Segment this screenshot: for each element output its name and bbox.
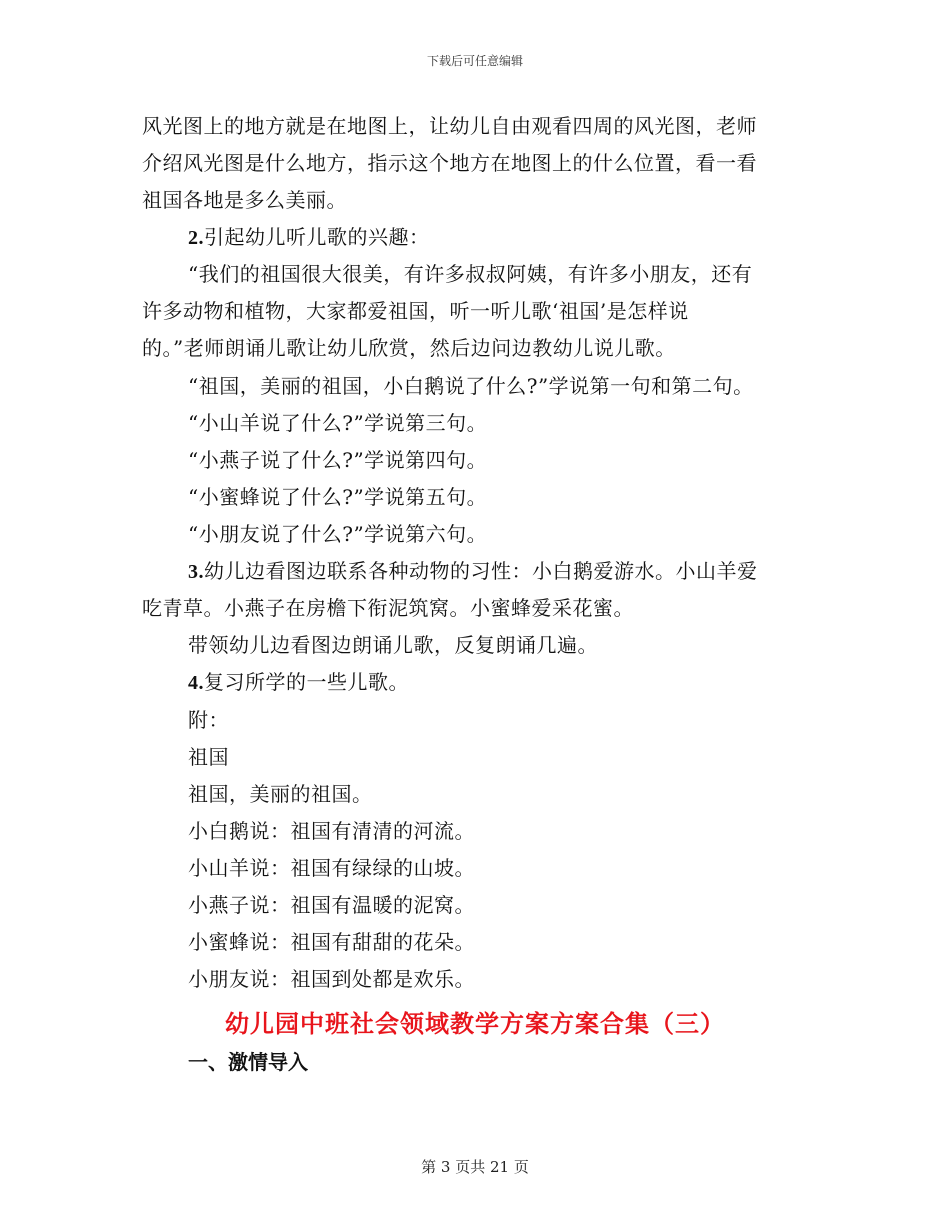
section-title: 幼儿园中班社会领域教学方案方案合集（三） xyxy=(225,1009,725,1038)
page-footer: 第 3 页共 21 页 xyxy=(421,1158,529,1176)
body-line-6: 许多动物和植物，大家都爱祖国，听一听儿歌‘祖国’是怎样说 xyxy=(142,299,689,323)
body-line-13: 3.幼儿边看图边联系各种动物的习性：小白鹅爱游水。小山羊爱 xyxy=(188,559,758,583)
body-line-7: 的。”老师朗诵儿歌让幼儿欣赏，然后边问边教幼儿说儿歌。 xyxy=(142,336,676,360)
body-line-12: “小朋友说了什么?”学说第六句。 xyxy=(188,522,488,546)
body-line-11: “小蜜蜂说了什么?”学说第五句。 xyxy=(188,485,488,509)
poem-title: 祖国 xyxy=(188,745,229,769)
poem-line-1: 祖国，美丽的祖国。 xyxy=(188,782,373,806)
page-header: 下载后可任意编辑 xyxy=(426,54,523,68)
poem-line-5: 小蜜蜂说：祖国有甜甜的花朵。 xyxy=(188,930,475,954)
body-line-5: “我们的祖国很大很美，有许多叔叔阿姨，有许多小朋友，还有 xyxy=(188,262,753,286)
body-line-15: 带领幼儿边看图边朗诵儿歌，反复朗诵几遍。 xyxy=(188,633,598,657)
body-line-4: 2.引起幼儿听儿歌的兴趣： xyxy=(188,225,430,249)
body-line-16: 4.复习所学的一些儿歌。 xyxy=(188,670,409,694)
poem-line-6: 小朋友说：祖国到处都是欢乐。 xyxy=(188,967,475,991)
body-line-3: 祖国各地是多么美丽。 xyxy=(142,188,347,212)
body-line-9: “小山羊说了什么?”学说第三句。 xyxy=(188,411,488,435)
body-line-2: 介绍风光图是什么地方，指示这个地方在地图上的什么位置，看一看 xyxy=(142,151,757,175)
body-line-17: 附： xyxy=(188,708,229,732)
section-subtitle: 一、激情导入 xyxy=(188,1050,308,1074)
body-line-10: “小燕子说了什么?”学说第四句。 xyxy=(188,448,488,472)
poem-line-2: 小白鹅说：祖国有清清的河流。 xyxy=(188,819,475,843)
body-line-1: 风光图上的地方就是在地图上，让幼儿自由观看四周的风光图，老师 xyxy=(142,114,757,138)
poem-line-4: 小燕子说：祖国有温暖的泥窝。 xyxy=(188,893,475,917)
body-line-14: 吃青草。小燕子在房檐下衔泥筑窝。小蜜蜂爱采花蜜。 xyxy=(142,596,634,620)
body-line-8: “祖国，美丽的祖国，小白鹅说了什么?”学说第一句和第二句。 xyxy=(188,374,754,398)
poem-line-3: 小山羊说：祖国有绿绿的山坡。 xyxy=(188,856,475,880)
